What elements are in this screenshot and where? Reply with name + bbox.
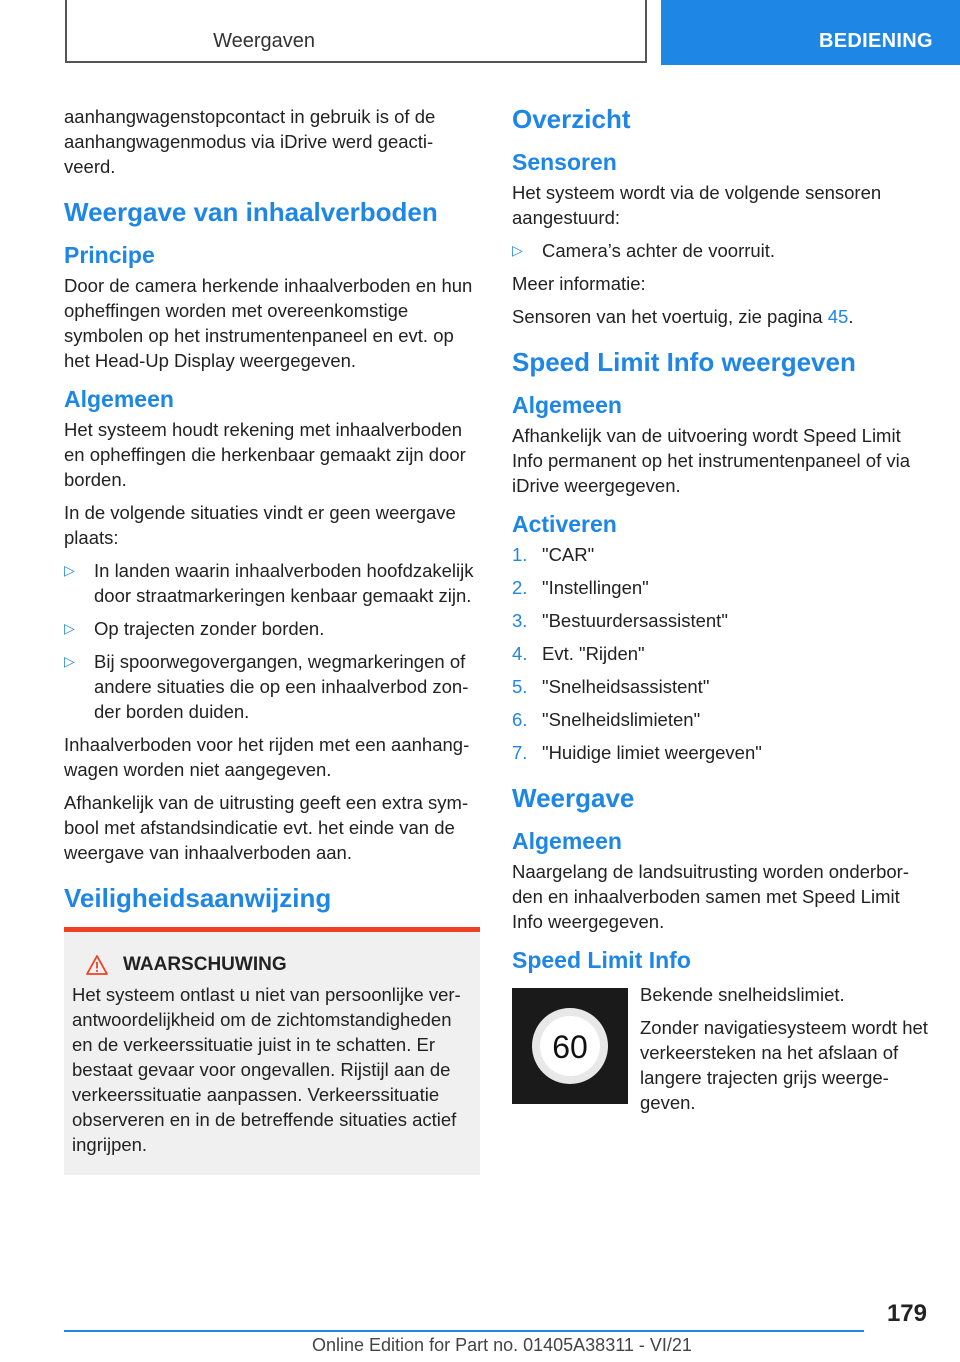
step-item: 6. "Snelheidslimieten" bbox=[512, 709, 701, 730]
heading-algemeen-right: Algemeen bbox=[512, 392, 622, 418]
page-number: 179 bbox=[886, 1300, 927, 1327]
warning-header bbox=[72, 954, 472, 976]
heading-algemeen-left: Algemeen bbox=[64, 386, 174, 412]
step-item: 4. Evt. "Rijden" bbox=[512, 643, 645, 664]
heading-principe: Principe bbox=[64, 242, 155, 268]
list-item: ▷ Bij spoorwegovergangen, wegmarkeringen of andere situaties die op een inhaalverbod zon-der borden duiden. bbox=[64, 651, 469, 722]
list-item: ▷ Camera’s achter de voorruit. bbox=[512, 240, 776, 261]
speed-limit-info-block bbox=[512, 982, 930, 1123]
sli-text-2: Zonder navigatiesysteem wordt het verkeersteken na het afslaan of langere trajecten grijs weerge-geven. bbox=[640, 1017, 928, 1113]
step-item: 2. "Instellingen" bbox=[512, 577, 649, 598]
warning-triangle-icon bbox=[86, 955, 108, 975]
heading-algemeen-weergave: Algemeen bbox=[512, 828, 622, 854]
page-link-45[interactable]: 45 bbox=[827, 306, 849, 327]
intro-text: aanhangwagenstopcontact in gebruik is of de aanhangwagenmodus via iDrive werd geacti-veerd. bbox=[64, 106, 436, 177]
sensor-list bbox=[512, 238, 930, 263]
list-item: ▷ Op trajecten zonder borden. bbox=[64, 618, 325, 639]
step-item: 1. "CAR" bbox=[512, 544, 595, 565]
header-section-title: Weergaven bbox=[213, 30, 315, 52]
speed-limit-algemeen-text: Afhankelijk van de uitvoering wordt Speed Limit Info permanent op het instrumentenpaneel of via iDrive weergegeven. bbox=[512, 425, 911, 496]
situations-list bbox=[64, 558, 480, 724]
heading-weergave-inhaalverboden: Weergave van inhaalverboden bbox=[64, 197, 438, 227]
header-chapter-tab: BEDIENING bbox=[661, 0, 960, 65]
list-item: ▷ In landen waarin inhaalverboden hoofdzakelijk door straatmarkeringen kenbaar gemaakt zijn. bbox=[64, 560, 474, 606]
step-item: 3. "Bestuurdersassistent" bbox=[512, 610, 728, 631]
algemeen-text-1: Het systeem houdt rekening met inhaalverboden en opheffingen die herkenbaar gemaakt zijn door borden. bbox=[64, 419, 466, 490]
footer-divider bbox=[64, 1330, 864, 1332]
principe-text: Door de camera herkende inhaalverboden en hun opheffingen worden met overeenkomstige symbolen op het instrumentenpaneel en evt. op het Head-Up Display weergegeven. bbox=[64, 275, 473, 371]
heading-speed-limit-info-weergeven: Speed Limit Info weergeven bbox=[512, 347, 856, 377]
sli-text-1: Bekende snelheidslimiet. bbox=[640, 984, 845, 1005]
heading-activeren: Activeren bbox=[512, 511, 617, 537]
activation-steps bbox=[512, 542, 930, 765]
heading-overzicht: Overzicht bbox=[512, 104, 631, 134]
header-section-box bbox=[65, 0, 647, 63]
meer-informatie-label: Meer informatie: bbox=[512, 273, 646, 294]
warning-text: Het systeem ontlast u niet van persoonlijke ver-antwoordelijkheid om de zichtomstandigheden en de verkeerssituatie juist in te schatten. Er bestaat gevaar voor ongevallen. Rijstijl aan de verkeerssituatie aanpassen. Verkeerssituatie observeren en in de betreffende situaties actief ingrijpen. bbox=[72, 984, 461, 1155]
heading-sensoren: Sensoren bbox=[512, 149, 617, 175]
sensoren-reference: Sensoren van het voertuig, zie pagina 45. bbox=[512, 306, 854, 327]
left-column bbox=[64, 104, 480, 1175]
heading-veiligheidsaanwijzing: Veiligheidsaanwijzing bbox=[64, 883, 332, 913]
speed-limit-info-text bbox=[640, 982, 930, 1123]
step-item: 5. "Snelheidsassistent" bbox=[512, 676, 710, 697]
right-column bbox=[512, 104, 930, 1123]
bullet-triangle-icon: ▷ bbox=[64, 562, 75, 578]
bullet-triangle-icon: ▷ bbox=[64, 620, 75, 636]
heading-weergave: Weergave bbox=[512, 783, 635, 813]
algemeen-text-2: In de volgende situaties vindt er geen weergave plaats: bbox=[64, 502, 456, 548]
warning-title: WAARSCHUWING bbox=[123, 954, 287, 975]
heading-speed-limit-info: Speed Limit Info bbox=[512, 947, 691, 973]
step-item: 7. "Huidige limiet weergeven" bbox=[512, 742, 762, 763]
sensoren-text: Het systeem wordt via de volgende sensoren aangestuurd: bbox=[512, 182, 882, 228]
warning-box bbox=[64, 927, 480, 1175]
speed-limit-value: 60 bbox=[552, 1029, 588, 1065]
footer-edition: Online Edition for Part no. 01405A38311 - VI/21 bbox=[312, 1335, 692, 1355]
extra-symbol-text: Afhankelijk van de uitrusting geeft een extra sym-bool met afstandsindicatie evt. het einde van de weergave van inhaalverboden aan. bbox=[64, 792, 469, 863]
trailer-text: Inhaalverboden voor het rijden met een aanhang-wagen worden niet aangegeven. bbox=[64, 734, 470, 780]
bullet-triangle-icon: ▷ bbox=[512, 242, 523, 258]
speed-limit-sign-icon bbox=[512, 988, 628, 1104]
weergave-text: Naargelang de landsuitrusting worden onderbor-den en inhaalverboden samen met Speed Limit Info weergegeven. bbox=[512, 861, 909, 932]
bullet-triangle-icon: ▷ bbox=[64, 653, 75, 669]
